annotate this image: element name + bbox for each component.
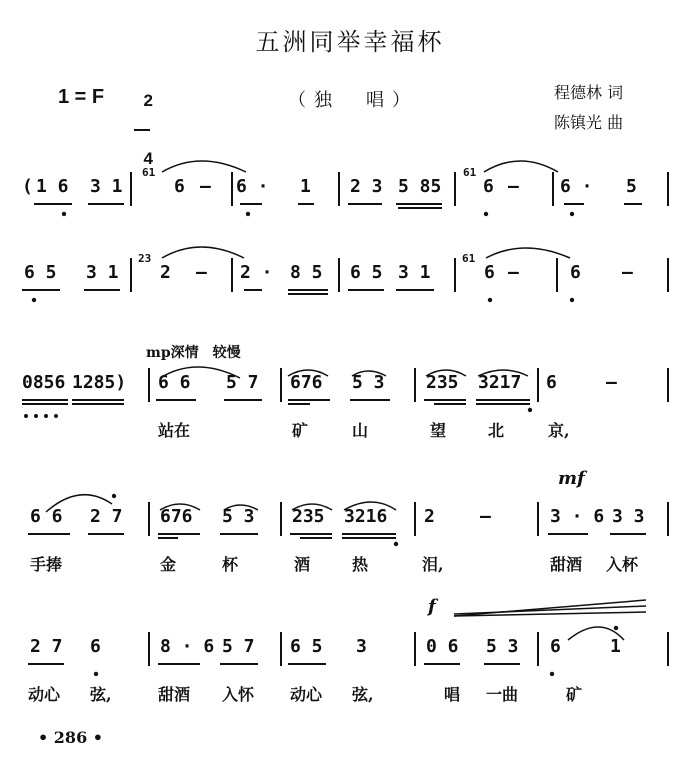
note-group: 6 [546,372,557,393]
note-group: 0856 [22,372,66,393]
performance-style: （独 唱） [288,90,418,111]
lyric-syllable: 甜酒 [158,685,191,704]
note-group: 6 5 [350,262,383,283]
lyric-syllable: 甜酒 [550,555,583,574]
composer-credit: 陈镇光 曲 [554,113,624,132]
dynamic-hairpin [454,600,646,616]
grace-notes: 61 [462,252,476,265]
lyric-syllable: 入怀 [222,685,255,704]
bar-lines [131,172,668,666]
lyric-syllable: 手捧 [30,555,63,574]
note-group: 2 [160,262,171,283]
note-group: — [508,176,519,197]
time-signature-top: 2 [143,91,153,110]
note-group: 3 1 [86,262,119,283]
note-group: 6 [174,176,185,197]
page-number: • 286 • [38,728,103,747]
lyric-syllable: 北 [488,421,505,440]
note-group: 5 3 [222,506,255,527]
lyric-syllable: 唱 [444,685,461,704]
lyric-syllable: 弦, [90,685,112,704]
song-title: 五洲同举幸福杯 [255,28,445,56]
note-group: 5 3 [352,372,385,393]
note-group: 2 7 [30,636,63,657]
note-group: 1 [610,636,621,657]
note-group: 5 [626,176,637,197]
note-group: 3217 [478,372,522,393]
lyric-syllable: 入杯 [606,555,639,574]
note-group: 6 · [560,176,593,197]
lyric-syllable: 泪, [422,555,444,574]
note-group: 676 [160,506,193,527]
note-group: — [196,262,207,283]
grace-notes: 23 [138,252,152,265]
note-group: 0 6 [426,636,459,657]
key-signature: 1 = F [58,86,105,108]
note-group: 6 6 [30,506,63,527]
time-signature-bottom: 4 [143,149,153,168]
lyric-syllable: 京, [548,421,570,440]
note-group: 1285) [72,372,127,393]
expression-mood: mp深情 较慢 [146,345,241,361]
lyric-syllable: 杯 [222,555,239,574]
note-group: 8 · 6 [160,636,215,657]
note-group: ( [22,176,33,197]
note-group: 6 [483,176,494,197]
note-group: 1 6 [36,176,69,197]
note-group: 8 5 [290,262,323,283]
note-group: 6 · [236,176,269,197]
note-group: 1 [300,176,311,197]
lyric-syllable: 矿 [566,685,583,704]
octave-dots [24,212,618,676]
note-group: 6 [484,262,495,283]
grace-notes: 61 [463,166,477,179]
lyric-syllable: 酒 [294,555,311,574]
note-group: 3 3 [612,506,645,527]
note-group: 5 7 [226,372,259,393]
dynamic-f: f [428,596,436,617]
note-group: 5 7 [222,636,255,657]
note-group: 6 [550,636,561,657]
grace-notes: 61 [142,166,156,179]
lyric-syllable: 动心 [28,685,61,704]
note-group: 2 3 [350,176,383,197]
note-group: 6 6 [158,372,191,393]
note-group: 6 [90,636,101,657]
lyric-syllable: 望 [430,421,447,440]
note-group: 6 5 [290,636,323,657]
note-group: — [508,262,519,283]
note-group: — [200,176,211,197]
note-group: — [622,262,633,283]
note-group: 676 [290,372,323,393]
lyric-syllable: 矿 [292,421,309,440]
note-group: 5 3 [486,636,519,657]
note-group: 3 · 6 [550,506,605,527]
note-group: 2 7 [90,506,123,527]
note-group: 3 1 [90,176,123,197]
lyricist-credit: 程德林 词 [554,83,624,102]
note-group: 6 [570,262,581,283]
lyric-syllable: 热 [352,555,369,574]
beam-lines [22,204,646,664]
lyric-syllable: 山 [352,421,369,440]
note-group: 2 · [240,262,273,283]
dynamic-mf: mf [558,468,585,489]
note-group: 235 [426,372,459,393]
note-group: 5 85 [398,176,442,197]
lyric-syllable: 金 [160,555,177,574]
note-group: 235 [292,506,325,527]
note-group: 2 [424,506,435,527]
note-group: 3 [356,636,367,657]
note-group: — [480,506,491,527]
lyric-syllable: 弦, [352,685,374,704]
lyric-syllable: 动心 [290,685,323,704]
note-group: 3216 [344,506,388,527]
lyric-syllable: 站在 [158,421,191,440]
note-group: 6 5 [24,262,57,283]
lyric-syllable: 一曲 [486,685,519,704]
note-group: — [606,372,617,393]
note-group: 3 1 [398,262,431,283]
